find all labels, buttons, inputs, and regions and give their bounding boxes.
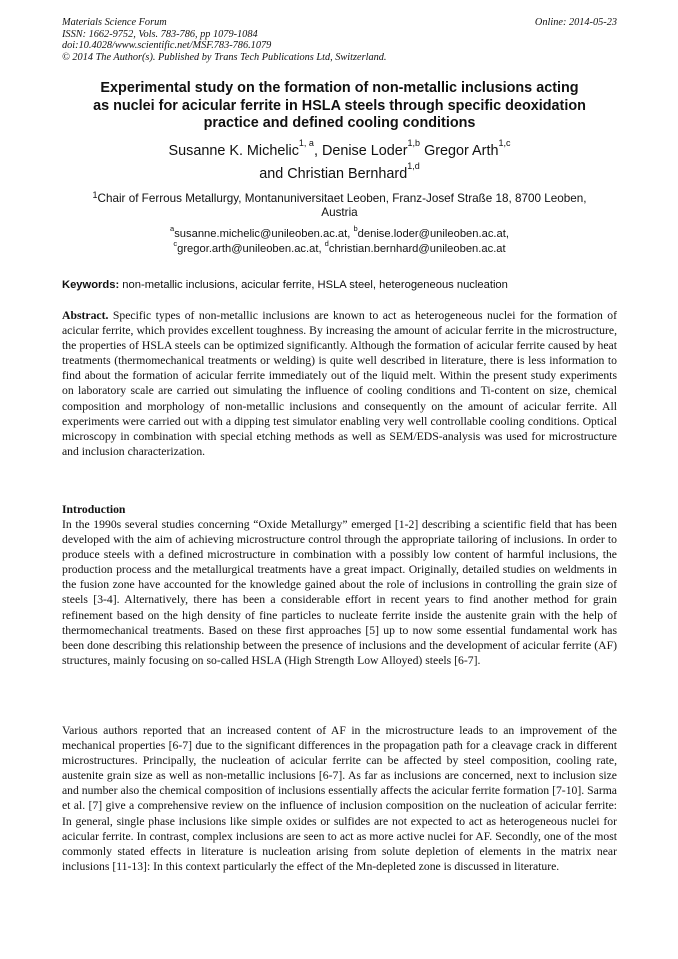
copyright-line: © 2014 The Author(s). Published by Trans Tech Publications Ltd, Switzerland. (62, 51, 387, 63)
abstract-label: Abstract. (62, 309, 109, 322)
paper-title: Experimental study on the formation of non-metallic inclusions acting as nuclei for acicular ferrite in HSLA steels through specific deoxidation practice and defined cooling conditions (93, 80, 586, 131)
section-heading-introduction: Introduction (62, 503, 126, 516)
issn-line: ISSN: 1662-9752, Vols. 783-786, pp 1079-1084 (62, 28, 258, 40)
abstract (62, 308, 617, 459)
email-link[interactable]: gregor.arth@unileoben.ac.at, (177, 242, 325, 255)
author-sup: 1,b (407, 138, 421, 148)
author-sup: 1,d (407, 161, 420, 171)
abstract-text: Specific types of non-metallic inclusions are known to act as heterogeneous nuclei for the formation of acicular ferrite, which provides excellent toughness. By increasing the amount of acicular ferrite in the microstructure, the properties of HSLA steels can be optimized significantly. Although the formation of acicular ferrite caused by heat treatments (thermomechanical treatments or welding) is quite well described in literature, there is less information to find about the formation of acicular ferrite immediately out of the liquid melt. Within the present study experiments on laboratory scale are carried out simulating the influence of cooling conditions and Ti-content on size, chemical composition and morphology of non-metallic inclusions and consequently on the amount of acicular ferrite. All experiments were carried out with a dipping test simulator enabling very well controllable cooling conditions. Optical microscopy in combination with special etching methods as well as SEM/EDS-analysis was used for microstructure and inclusion characterization. (62, 309, 617, 458)
online-date: Online: 2014-05-23 (534, 17, 617, 28)
introduction-paragraph-1: In the 1990s several studies concerning “Oxide Metallurgy” emerged [1-2] describing a scientific field that has been developed with the aim of achieving microstructure control through the appropriate tailoring of inclusions. In order to produce steels with a defined microstructure in combination with a possibly low content of harmful inclusions, the production process and the metallurgical treatments have a great impact. Originally, detailed studies on weldments in the fusion zone have accounted for the knowledge gained about the role of inclusions in controlling the grain size of steels [3-4]. Alternatively, there has been a considerable effort in recent years to find another method for grain refinement based on the high density of fine particles to nucleate ferrite inside the austenite grain with the help of thermomechanical treatments. Based on these first approaches [5] up to now some essential fundamental work has been done describing this relationship between the presence of inclusions and the development of acicular ferrite (AF) structures, mainly focusing on so-called HSLA (High Strength Low Alloyed) steels [6-7]. (62, 518, 617, 667)
keywords-text: non-metallic inclusions, acicular ferrite, HSLA steel, heterogeneous nucleation (119, 279, 508, 291)
email-link[interactable]: denise.loder@unileoben.ac.at, (357, 228, 509, 240)
author-list: Susanne K. Michelic$^{1, a}$, Denise Loder$^{1,b}$ Gregor Arth$^{1,c}$ and Christian Bernhard$^{1,d}$ (168, 138, 511, 182)
keywords (62, 278, 617, 292)
email-link[interactable]: susanne.michelic@unileoben.ac.at, (174, 228, 354, 240)
journal-header (62, 17, 617, 63)
doi-line: doi:10.4028/www.scientific.net/MSF.783-786.1079 (62, 40, 272, 51)
journal-name: Materials Science Forum (62, 17, 167, 28)
author-sup: 1, a (298, 138, 314, 148)
introduction-paragraph-2: Various authors reported that an increased content of AF in the microstructure leads to an improvement of the mechanical properties [6-7] due to the significant differences in the propagation path for a cleavage crack in different microstructures. Principally, the nucleation of acicular ferrite can be affected by steel composition, cooling rate, austenite grain size as well as non-metallic inclusions [6-7]. As far as inclusions are concerned, next to inclusion size and number also the chemical composition of inclusions essentially affects the acicular ferrite formation [7-10]. Sarma et al. [7] give a comprehensive review on the influence of inclusion composition on the nucleation of acicular ferrite: In general, single phase inclusions like simple oxides or sulfides are not expected to act as heterogeneous nuclei for acicular ferrite. In contrast, complex inclusions are seen to act as more active nuclei for AF. Secondly, one of the most commonly stated effects in literature is nucleation arising from solute depletion of elements in the matrix near inclusions [11-13]: In this context particularly the effect of the Mn-depleted zone is discussed in literature. (62, 724, 617, 873)
author-name: Gregor Arth (424, 143, 499, 159)
keywords-label: Keywords: (62, 279, 120, 291)
author-name: and Christian Bernhard (259, 166, 408, 182)
email-link[interactable]: christian.bernhard@unileoben.ac.at (328, 242, 506, 255)
author-emails: $^a$susanne.michelic@unileoben.ac.at, $^b$denise.loder@unileoben.ac.at, $^c$gregor.arth@unileoben.ac.at, $^d$christian.bernhard@unileoben.ac.at (170, 224, 509, 255)
author-sup: 1,c (498, 138, 511, 148)
author-name: Susanne K. Michelic (168, 143, 299, 159)
author-name: Denise Loder (321, 143, 408, 159)
affiliation: $^1$Chair of Ferrous Metallurgy, Montanuniversitaet Leoben, Franz-Josef Straße 18, 8700 Leoben, Austria (92, 190, 587, 219)
